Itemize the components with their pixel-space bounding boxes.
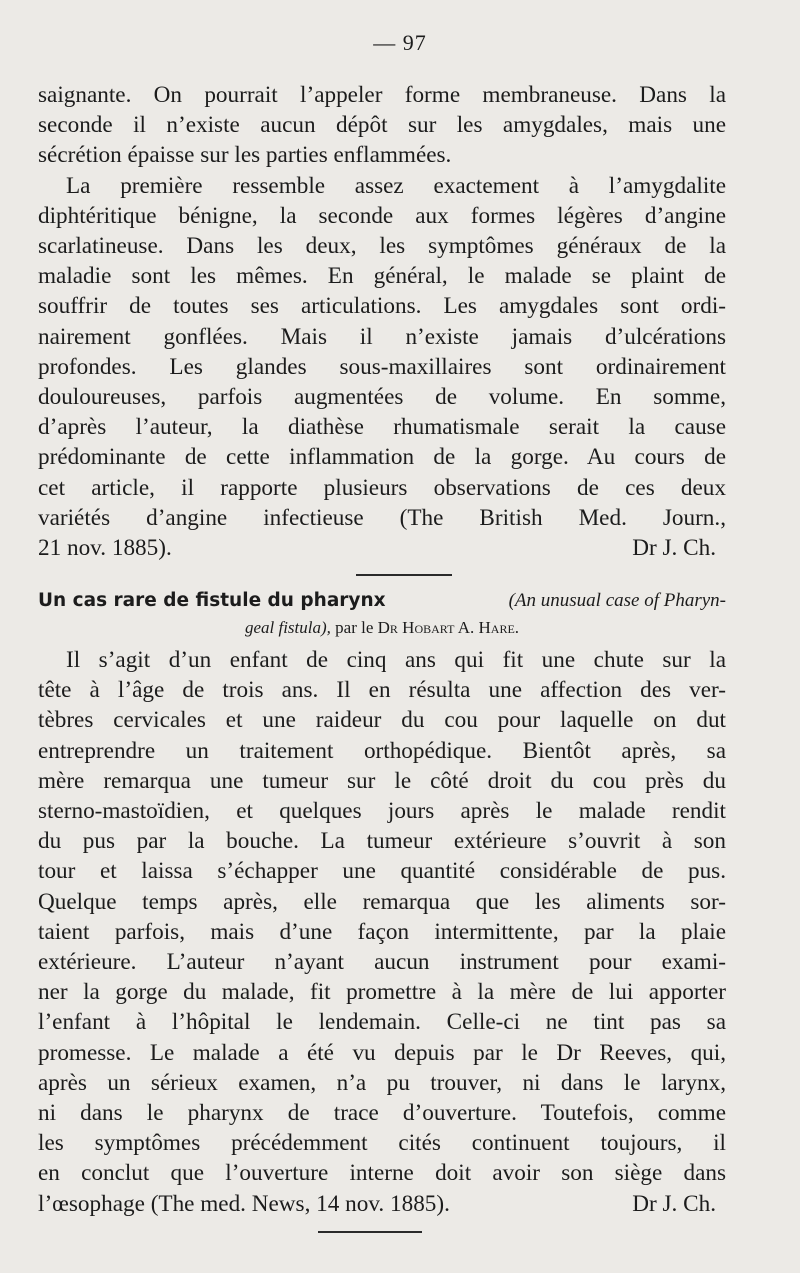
text-line: entreprendre un traitement orthopédique. Bientôt après, sa xyxy=(38,737,726,764)
text-line: les symptômes précédemment cités continuent toujours, il xyxy=(38,1130,726,1157)
text-line-with-signature xyxy=(38,1189,726,1219)
text-line: souffrir de toutes ses articulations. Les amygdales sont ordi- xyxy=(38,293,726,320)
text-line: scarlatineuse. Dans les deux, les symptômes généraux de la xyxy=(38,233,726,260)
text-line: du pus par la bouche. La tumeur extérieure s’ouvrit à son xyxy=(38,828,726,855)
text-line: nairement gonflées. Mais il n’existe jamais d’ulcérations xyxy=(38,323,726,350)
text-line: seconde il n’existe aucun dépôt sur les amygdales, mais une xyxy=(38,112,726,139)
text-line: profondes. Les glandes sous-maxillaires sont ordinairement xyxy=(38,353,726,380)
text-line: douloureuses, parfois augmentées de volume. En somme, xyxy=(38,384,726,411)
text-line: tèbres cervicales et une raideur du cou pour laquelle on dut xyxy=(38,707,726,734)
text-line: ni dans le pharynx de trace d’ouverture. Toutefois, comme xyxy=(38,1100,726,1127)
text-line: Il s’agit d’un enfant de cinq ans qui fit une chute sur la xyxy=(66,647,726,673)
article-2-body xyxy=(38,645,726,1219)
text-line: en conclut que l’ouverture interne doit avoir son siège dans xyxy=(38,1160,726,1187)
heading-line xyxy=(38,587,726,614)
text-line: l’enfant à l’hôpital le lendemain. Celle-ci ne tint pas sa xyxy=(38,1009,726,1036)
article-title: Un cas rare de fistule du pharynx xyxy=(38,590,386,611)
text-line: tête à l’âge de trois ans. Il en résulta une affection des ver- xyxy=(38,677,726,704)
article-2-heading xyxy=(38,587,726,641)
byline-prefix: par le xyxy=(335,618,374,637)
article-author: Dr Hobart A. Hare. xyxy=(377,618,520,637)
text-line: après un sérieux examen, n’a pu trouver, ni dans le larynx, xyxy=(38,1069,726,1096)
text-line: ner la gorge du malade, fit promettre à la mère de lui apporter xyxy=(38,979,726,1006)
section-divider xyxy=(356,574,452,576)
english-title-cont: geal fistula), xyxy=(244,618,331,637)
text-line: tour et laissa s’échapper une quantité considérable de pus. xyxy=(38,858,726,885)
page-number: — 97 xyxy=(373,30,427,55)
text-line: l’œsophage (The med. News, 14 nov. 1885). xyxy=(38,1190,450,1217)
english-title: (An unusual case of Pharyn- xyxy=(508,590,726,611)
text-line: d’après l’auteur, la diathèse rhumatismale serait la cause xyxy=(38,414,726,441)
text-line: maladie sont les mêmes. En général, le malade se plaint de xyxy=(38,263,726,290)
text-line: 21 nov. 1885). xyxy=(38,535,172,562)
text-line: sécrétion épaisse sur les parties enflammées. xyxy=(38,142,452,169)
text-line: Quelque temps après, elle remarqua que les aliments sor- xyxy=(38,888,726,915)
text-line: prédominante de cette inflammation de la gorge. Au cours de xyxy=(38,444,726,471)
text-line: La première ressemble assez exactement à l’amygdalite xyxy=(66,172,726,199)
text-line: variétés d’angine infectieuse (The British Med. Journ., xyxy=(38,504,726,531)
text-line-with-signature xyxy=(38,533,726,563)
article-1-body xyxy=(38,80,726,563)
text-line: extérieure. L’auteur n’ayant aucun instrument pour exami- xyxy=(38,949,726,976)
text-line: saignante. On pourrait l’appeler forme membraneuse. Dans la xyxy=(38,82,726,108)
text-line: diphtéritique bénigne, la seconde aux formes légères d’angine xyxy=(38,202,726,229)
text-line: promesse. Le malade a été vu depuis par le Dr Reeves, qui, xyxy=(38,1039,726,1066)
end-divider xyxy=(318,1231,422,1233)
heading-line xyxy=(38,614,726,641)
author-signature: Dr J. Ch. xyxy=(632,1190,716,1217)
text-line: cet article, il rapporte plusieurs observations de ces deux xyxy=(38,474,726,501)
author-signature: Dr J. Ch. xyxy=(632,535,716,562)
text-line: mère remarqua une tumeur sur le côté droit du cou près du xyxy=(38,767,726,794)
text-line: taient parfois, mais d’une façon intermittente, par la plaie xyxy=(38,918,726,945)
text-line: sterno-mastoïdien, et quelques jours après le malade rendit xyxy=(38,798,726,825)
